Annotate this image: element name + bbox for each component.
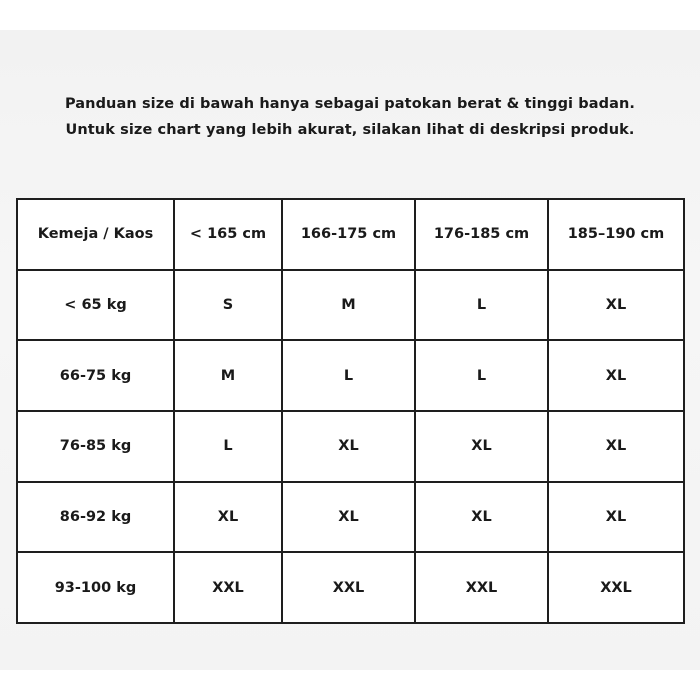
weight-label: 93-100 kg bbox=[17, 552, 174, 623]
size-cell: L bbox=[415, 270, 548, 341]
size-cell: L bbox=[174, 411, 282, 482]
notice-line-2: Untuk size chart yang lebih akurat, silakan lihat di deskripsi produk. bbox=[65, 122, 635, 138]
table-row bbox=[17, 340, 684, 411]
height-header: 185–190 cm bbox=[548, 199, 684, 270]
size-cell: XL bbox=[415, 482, 548, 553]
size-cell: XXL bbox=[174, 552, 282, 623]
weight-label: 86-92 kg bbox=[17, 482, 174, 553]
size-cell: S bbox=[174, 270, 282, 341]
size-cell: XL bbox=[548, 411, 684, 482]
weight-label: 76-85 kg bbox=[17, 411, 174, 482]
size-cell: L bbox=[415, 340, 548, 411]
size-cell: XXL bbox=[548, 552, 684, 623]
size-chart-table bbox=[16, 198, 685, 624]
table-row bbox=[17, 270, 684, 341]
table-row bbox=[17, 482, 684, 553]
table-header-row bbox=[17, 199, 684, 270]
height-header: 166-175 cm bbox=[282, 199, 415, 270]
size-cell: XL bbox=[548, 340, 684, 411]
weight-label: < 65 kg bbox=[17, 270, 174, 341]
size-cell: XL bbox=[415, 411, 548, 482]
size-cell: XL bbox=[548, 270, 684, 341]
notice-line-1: Panduan size di bawah hanya sebagai patokan berat & tinggi badan. bbox=[64, 96, 636, 112]
table-row bbox=[17, 411, 684, 482]
size-cell: L bbox=[282, 340, 415, 411]
size-cell: XXL bbox=[282, 552, 415, 623]
size-cell: XL bbox=[282, 482, 415, 553]
weight-label: 66-75 kg bbox=[17, 340, 174, 411]
size-cell: XL bbox=[174, 482, 282, 553]
size-cell: XL bbox=[282, 411, 415, 482]
size-cell: M bbox=[174, 340, 282, 411]
height-header: 176-185 cm bbox=[415, 199, 548, 270]
size-cell: XL bbox=[548, 482, 684, 553]
table-row bbox=[17, 552, 684, 623]
height-header: < 165 cm bbox=[174, 199, 282, 270]
size-cell: M bbox=[282, 270, 415, 341]
corner-header: Kemeja / Kaos bbox=[17, 199, 174, 270]
size-cell: XXL bbox=[415, 552, 548, 623]
